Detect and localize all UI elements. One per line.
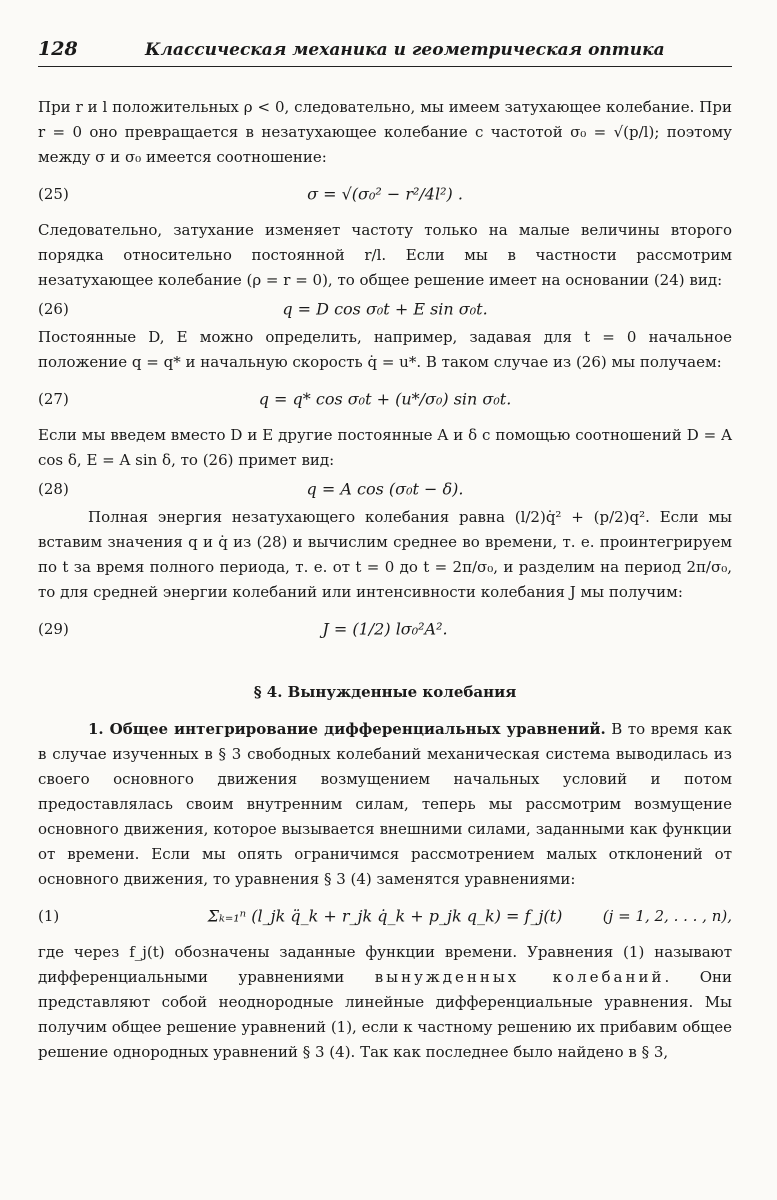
paragraph-5: Полная энергия незатухающего колебания равна (l/2)q̇² + (p/2)q². Если мы вставим значения q и q̇ из (28) и вычислим среднее во времени, т. е. проинтегрируем по t за время полного периода, т. е. от t = 0 до t = 2π/σ₀, и разделим на период 2π/σ₀, то для средней энергии колебаний или интенсивности колебания J мы получим:	[38, 508, 732, 601]
equation-27	[38, 375, 732, 423]
paragraph-6-text: В то время как в случае изученных в § 3 свободных колебаний механическая система выводилась из своего основного движения возмущением начальных условий и потом предоставлялась своим внутренним силам, теперь мы рассмотрим возмущение основного движения, которое вызывается внешними силами, заданными как функции от времени. Если мы опять ограничимся рассмотрением малых отклонений от основного движения, то уравнения § 3 (4) заменятся уравнениями:	[38, 720, 732, 888]
paragraph-1: При r и l положительных ρ < 0, следовательно, мы имеем затухающее колебание. При r = 0 оно превращается в незатухающее колебание с частотой σ₀ = √(p/l); поэтому между σ и σ₀ имеется соотношение:	[38, 98, 732, 166]
equation-number: (27)	[38, 390, 69, 408]
equation-formula: q = A cos (σ₀t − δ).	[306, 479, 464, 499]
paragraph-3: Постоянные D, E можно определить, например, задавая для t = 0 начальное положение q = q* и начальную скорость q̇ = u*. В таком случае из (26) мы получаем:	[38, 328, 732, 371]
book-page	[38, 38, 732, 1065]
section-title: § 4. Вынужденные колебания	[253, 683, 517, 701]
equation-number: (26)	[38, 300, 69, 318]
equation-number: (29)	[38, 620, 69, 638]
spaced-term: вынужденных колебаний	[374, 968, 665, 986]
equation-range: (j = 1, 2, . . . , n),	[602, 907, 732, 925]
page-header	[38, 38, 732, 67]
page-number: 128	[38, 38, 78, 60]
equation-formula: Σₖ₌₁ⁿ (l_jk q̈_k + r_jk q̇_k + p_jk q_k) = f_j(t)	[207, 906, 563, 926]
paragraph-7	[38, 940, 732, 1065]
paragraph-7-text-a: где через f_j(t) обозначены заданные функции времени. Уравнения (1) называют дифференциальными уравнениями	[38, 943, 732, 986]
paragraph-4: Если мы введем вместо D и E другие постоянные A и δ с помощью соотношений D = A cos δ, E = A sin δ, то (26) примет вид:	[38, 426, 732, 469]
equation-1	[38, 892, 732, 940]
equation-formula: J = (1/2) lσ₀²A².	[322, 619, 448, 639]
equation-number: (25)	[38, 185, 69, 203]
equation-number: (28)	[38, 480, 69, 498]
equation-formula: σ = √(σ₀² − r²/4l²) .	[307, 184, 463, 204]
equation-formula: q = q* cos σ₀t + (u*/σ₀) sin σ₀t.	[258, 389, 512, 409]
paragraph-7-text-b: . Они представляют собой неоднородные линейные дифференциальные уравнения. Мы получим общее решение уравнений (1), если к частному решению их прибавим общее решение однородных уравнений § 3 (4). Так как последнее было найдено в § 3,	[38, 968, 732, 1061]
equation-formula: q = D cos σ₀t + E sin σ₀t.	[282, 299, 488, 319]
equation-26	[38, 293, 732, 325]
paragraph-6	[38, 717, 732, 892]
running-head: Классическая механика и геометрическая оптика	[145, 40, 665, 60]
equation-28	[38, 473, 732, 505]
equation-29	[38, 605, 732, 653]
subsection-heading: 1. Общее интегрирование дифференциальных уравнений.	[88, 720, 606, 738]
paragraph-2: Следовательно, затухание изменяет частоту только на малые величины второго порядка относительно постоянной r/l. Если мы в частности рассмотрим незатухающее колебание (ρ = r = 0), то общее решение имеет на основании (24) вид:	[38, 221, 732, 289]
equation-25	[38, 170, 732, 218]
equation-number: (1)	[38, 907, 60, 925]
